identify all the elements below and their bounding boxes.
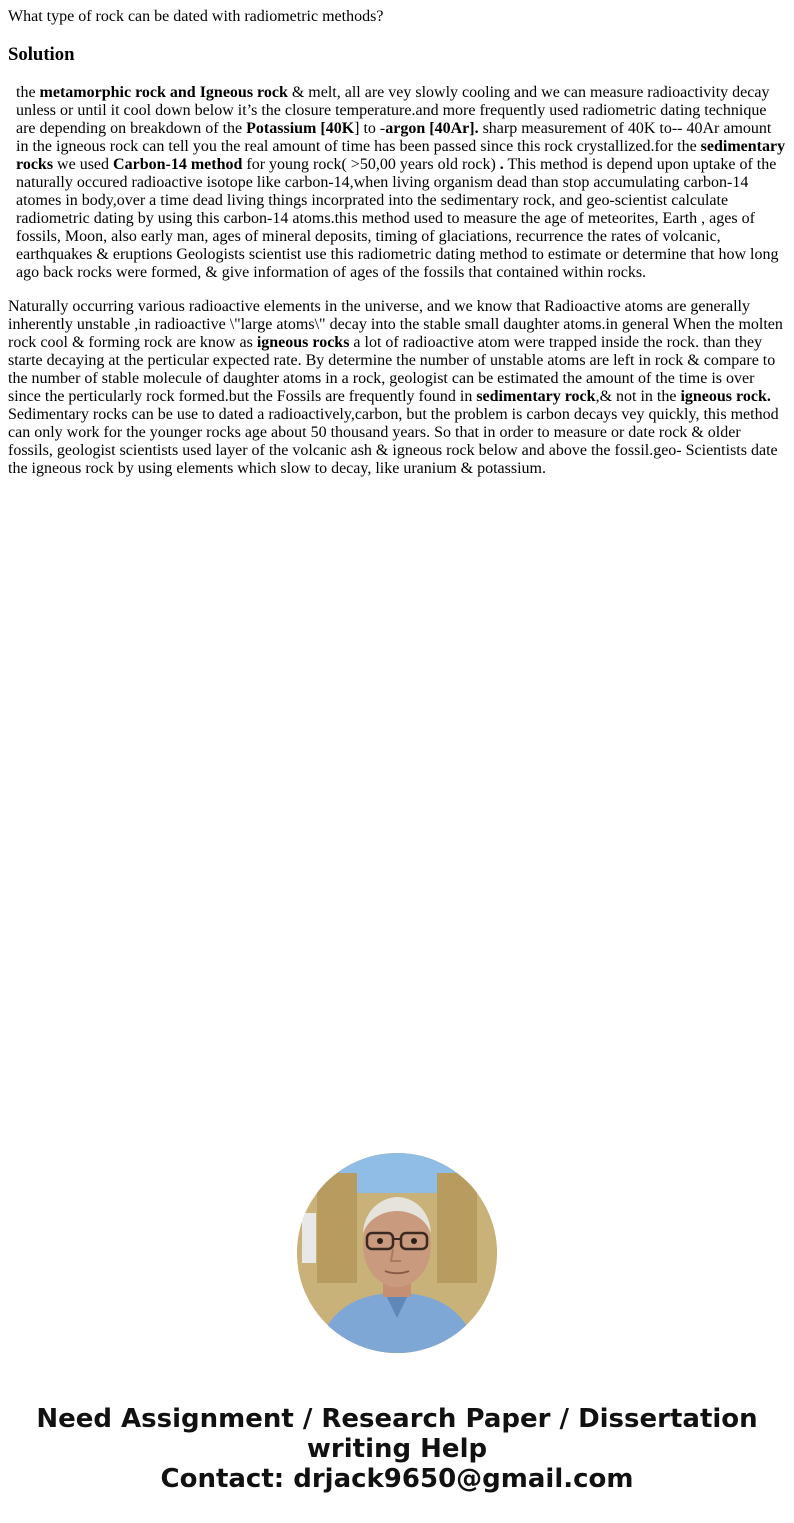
promo-line-1: Need Assignment / Research Paper / Dissertation writing Help [36, 1404, 758, 1464]
solution-paragraph-2 [8, 298, 786, 478]
text-run: Sedimentary rocks can be use to dated a radioactively,carbon, but the problem is carbon decays vey quickly, this method can only work for the younger rocks age about 50 thousand years. So that in order to measure or date rock & older fossils, geologist scientists used layer of the volcanic ash & igneous rock below and above the fossil.geo- Scientists date the igneous rock by using elements which slow to decay, like uranium & potassium. [8, 406, 779, 477]
text-run: for young rock( >50,00 years old rock) [242, 156, 500, 173]
solution-heading: Solution [8, 44, 75, 65]
author-portrait-picture [297, 1153, 497, 1353]
bold-term: Potassium [40K [246, 120, 355, 137]
solution-paragraph-1 [8, 84, 786, 282]
bold-term: igneous rocks [256, 334, 350, 351]
author-avatar [297, 1153, 497, 1353]
text-run: & melt, all are vey slowly cooling and we can measure radioactivity decay unless or until it cool down below it’s the closure temperature.and more frequently used radiometric dating technique are depending on breakdown of the [16, 84, 770, 137]
promo-banner [0, 1404, 794, 1494]
bold-term: Carbon-14 method [113, 156, 243, 173]
text-run: we used [53, 156, 114, 173]
text-run: This method is depend upon uptake of the naturally occured radioactive isotope like carbon-14,when living organism dead than stop accumulating carbon-14 atomes in body,over a time dead living things incorprated into the sedimentary rock, and geo-scientist calculate radiometric dating by using this carbon-14 atoms.this method used to measure the age of meteorites, Earth , ages of fossils, Moon, also early man, ages of mineral deposits, timing of glaciations, recurrence the rates of volcanic, earthquakes & eruptions Geologists scientist use this radiometric dating method to estimate or determine that how long ago back rocks were formed, & give information of ages of the fossils that contained within rocks. [16, 156, 779, 281]
text-run: ,& not in the [595, 388, 681, 405]
document [8, 8, 786, 494]
bold-term: . [499, 156, 504, 173]
bold-term: sedimentary rocks [16, 138, 786, 173]
text-run: ] to - [354, 120, 386, 137]
text-run: a lot of radioactive atom were trapped inside the rock. than they starte decaying at the perticular expected rate. By determine the number of unstable atoms are left in rock & compare to the number of stable molecule of daughter atoms in a rock, geologist can be estimated the amount of the time is over since the perticularly rock formed.but the Fossils are frequently found in [8, 334, 776, 405]
bold-term: igneous rock. [680, 388, 771, 405]
text-run: Naturally occurring various radioactive elements in the universe, and we know that Radioactive atoms are generally inherently unstable ,in radioactive \"large atoms\" decay into the stable small daughter atoms.in general When the molten rock cool & forming rock are know as [8, 298, 783, 351]
promo-contact-line: Contact: drjack9650@gmail.com [160, 1464, 634, 1494]
question-text: What type of rock can be dated with radiometric methods? [8, 8, 384, 25]
text-run: sharp measurement of 40K to-- 40Ar amount in the igneous rock can tell you the real amount of time has been passed since this rock crystallized.for the [16, 120, 772, 155]
text-run: the [16, 84, 40, 101]
bold-term: sedimentary rock [476, 388, 596, 405]
bold-term: metamorphic rock and Igneous rock [39, 84, 288, 101]
bold-term: argon [40Ar]. [385, 120, 479, 137]
